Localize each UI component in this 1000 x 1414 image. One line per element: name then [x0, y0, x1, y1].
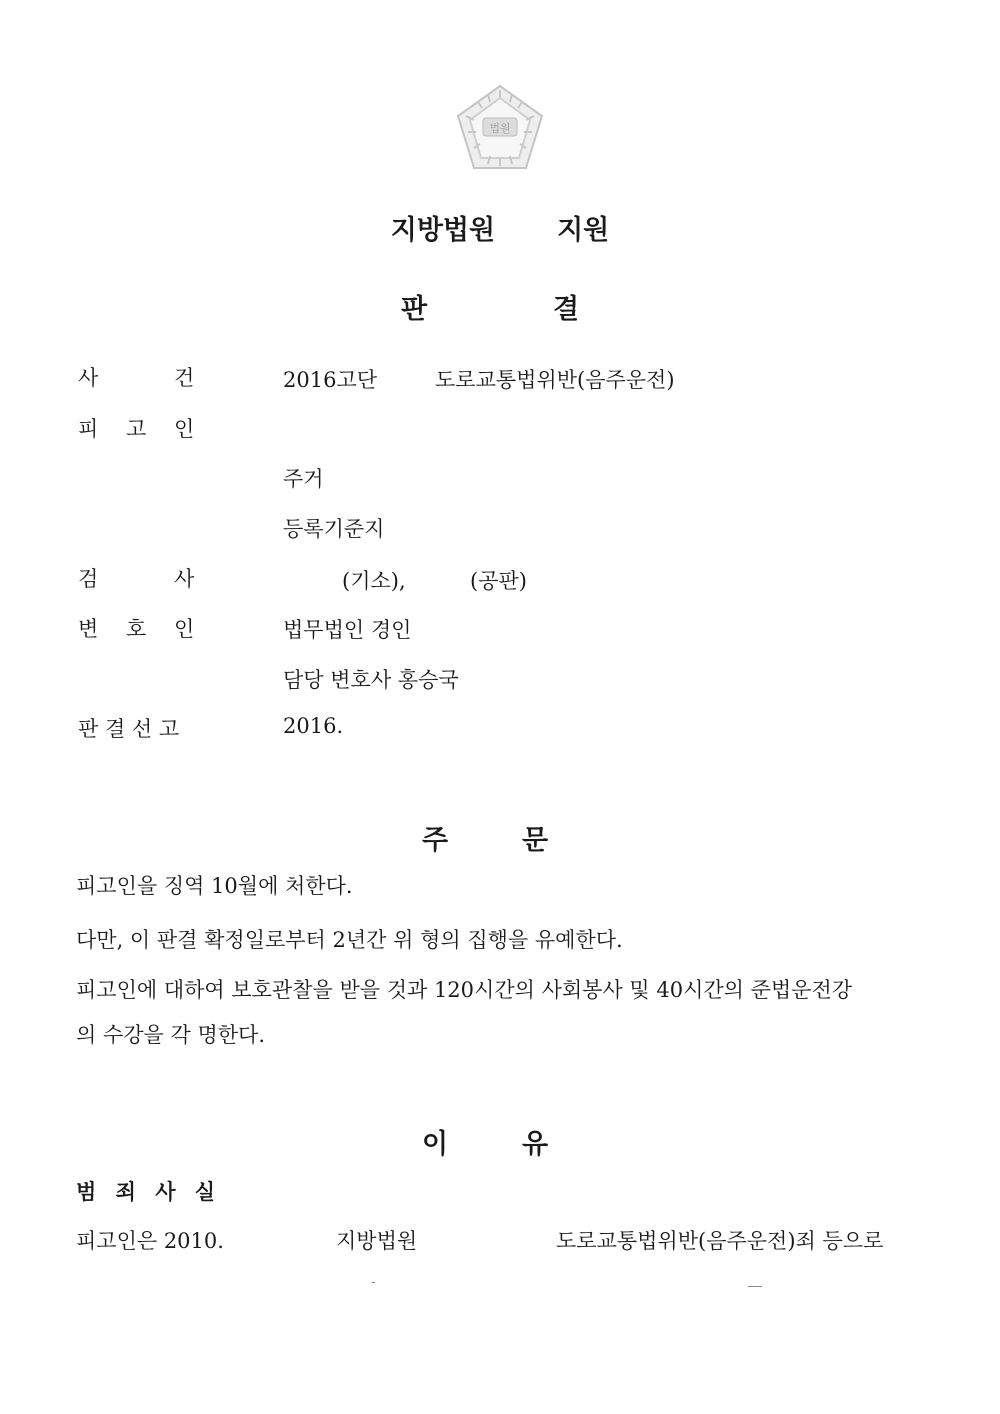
attorney: 담당 변호사 홍승국	[283, 668, 459, 692]
law-firm: 법무법인 경인	[283, 618, 412, 642]
order-line-2: 다만, 이 판결 확정일로부터 2년간 위 형의 집행을 유예한다.	[76, 928, 623, 952]
court-name-line	[0, 208, 1000, 247]
counsel-label-2: 호	[126, 617, 147, 641]
reasons-heading-2: 유	[522, 1129, 549, 1160]
order-line-1: 피고인을 징역 10월에 처한다.	[76, 874, 353, 898]
registered-domicile: 등록기준지	[283, 517, 385, 541]
order-heading-1: 주	[422, 825, 449, 856]
defendant-label-3: 인	[174, 417, 195, 441]
case-name: 도로교통법위반(음주운전)	[435, 368, 675, 392]
facts-heading: 범 죄 사 실	[76, 1180, 222, 1204]
order-heading-2: 문	[522, 825, 549, 856]
order-line-4: 의 수강을 각 명한다.	[76, 1023, 265, 1047]
residence: 주거	[283, 467, 324, 491]
prosecutor-label-2: 사	[174, 567, 195, 591]
facts-part-3: 도로교통법위반(음주운전)죄 등으로	[556, 1229, 884, 1253]
title-char-2: 결	[553, 294, 580, 325]
court-name: 지방법원	[390, 215, 496, 246]
branch-name: 지원	[557, 215, 610, 246]
svg-text:법원: 법원	[489, 122, 511, 135]
court-seal	[450, 78, 550, 178]
prosecutor-trial: (공판)	[470, 569, 527, 593]
reasons-heading-1: 이	[422, 1129, 449, 1160]
order-line-3: 피고인에 대하여 보호관찰을 받을 것과 120시간의 사회봉사 및 40시간의 준법운전강	[76, 978, 853, 1002]
verdict-date: 2016.	[283, 714, 344, 738]
scan-speck	[748, 1286, 762, 1287]
case-label-2: 건	[174, 366, 195, 390]
prosecutor-label-1: 검	[78, 567, 99, 591]
case-number: 2016고단	[283, 368, 378, 392]
verdict-label: 판 결 선 고	[78, 717, 180, 741]
case-label-1: 사	[78, 366, 99, 390]
defendant-label-1: 피	[78, 417, 99, 441]
counsel-label-3: 인	[174, 617, 195, 641]
counsel-label-1: 변	[78, 617, 99, 641]
scan-speck	[372, 1282, 375, 1283]
title-char-1: 판	[401, 294, 428, 325]
prosecutor-indictment: (기소),	[342, 569, 406, 593]
defendant-label-2: 고	[126, 417, 147, 441]
facts-part-1: 피고인은 2010.	[76, 1229, 224, 1253]
facts-part-2: 지방법원	[336, 1229, 418, 1253]
